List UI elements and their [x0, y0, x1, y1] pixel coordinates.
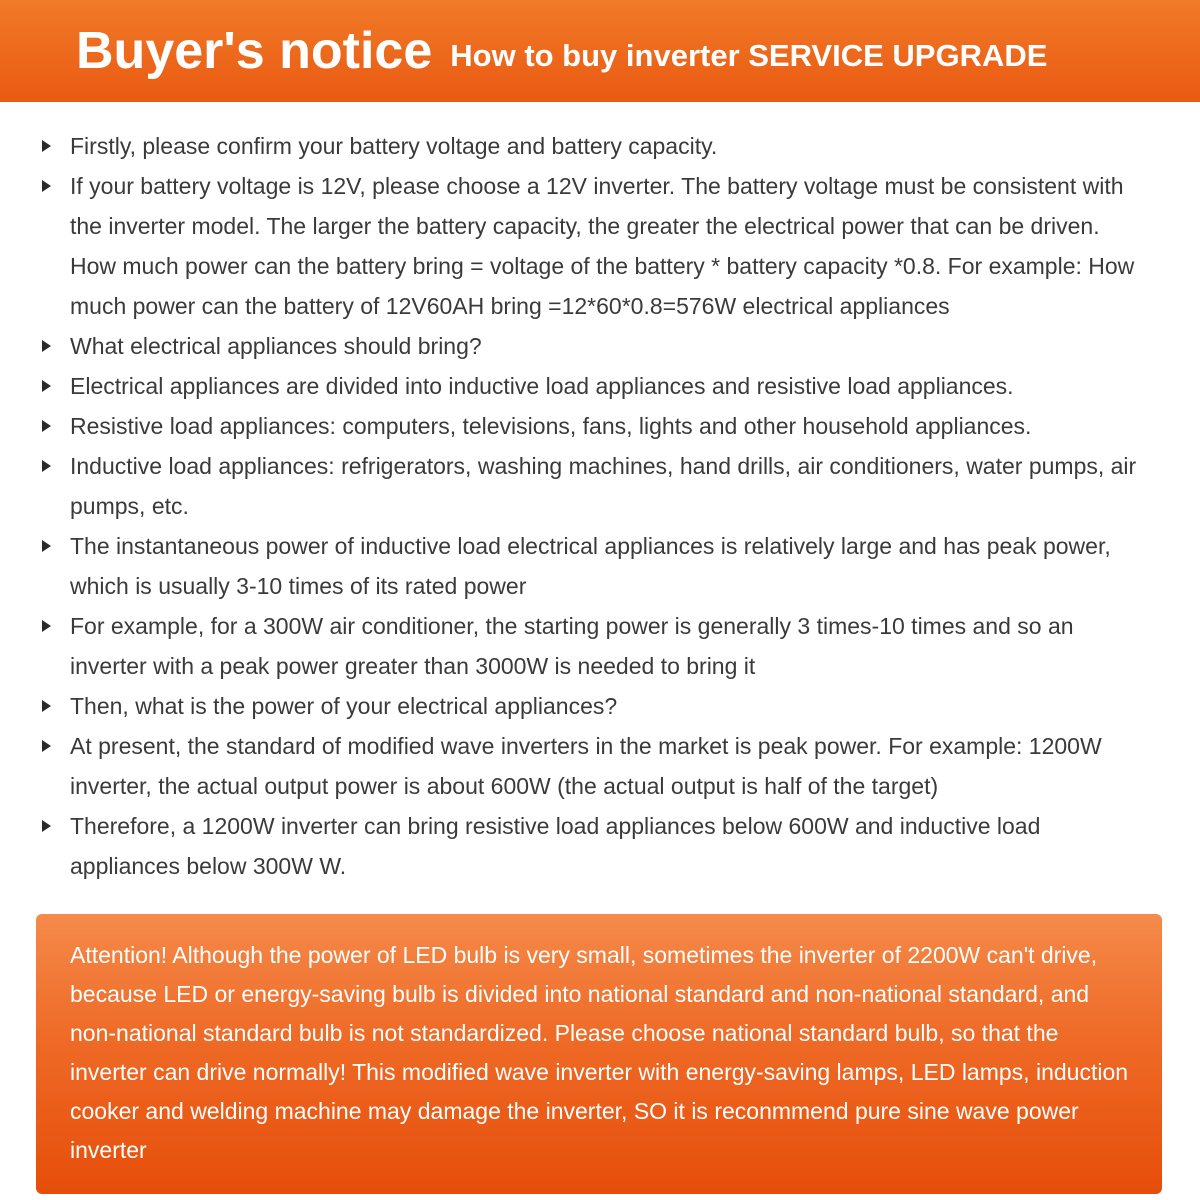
list-item — [40, 126, 1150, 166]
triangle-right-icon — [42, 700, 51, 712]
triangle-right-icon — [42, 340, 51, 352]
note-text: What electrical appliances should bring? — [70, 333, 482, 359]
list-item — [40, 166, 1150, 326]
page-subtitle: How to buy inverter SERVICE UPGRADE — [450, 38, 1048, 73]
list-item — [40, 526, 1150, 606]
note-text: For example, for a 300W air conditioner, the starting power is generally 3 times-10 times and so an inverter with a peak power greater than 3000W is needed to bring it — [70, 613, 1074, 679]
note-text: Resistive load appliances: computers, televisions, fans, lights and other household appliances. — [70, 413, 1032, 439]
triangle-right-icon — [42, 180, 51, 192]
attention-text: Attention! Although the power of LED bulb is very small, sometimes the inverter of 2200W can't drive, because LED or energy-saving bulb is divided into national standard and non-national standard, and non-national standard bulb is not standardized. Please choose national standard bulb, so that the inverter can drive normally! This modified wave inverter with energy-saving lamps, LED lamps, induction cooker and welding machine may damage the inverter, SO it is reconmmend pure sine wave power inverter — [70, 942, 1129, 1163]
notice-list — [40, 126, 1150, 886]
list-item — [40, 366, 1150, 406]
list-item — [40, 606, 1150, 686]
note-text: Therefore, a 1200W inverter can bring resistive load appliances below 600W and inductive load appliances below 300W W. — [70, 813, 1041, 879]
note-text: Then, what is the power of your electrical appliances? — [70, 693, 618, 719]
note-text: The instantaneous power of inductive load electrical appliances is relatively large and has peak power, which is usually 3-10 times of its rated power — [70, 533, 1111, 599]
list-item — [40, 806, 1150, 886]
attention-box — [36, 914, 1162, 1194]
note-text: If your battery voltage is 12V, please choose a 12V inverter. The battery voltage must be consistent with the inverter model. The larger the battery capacity, the greater the electrical power that can be driven. How much power can the battery bring = voltage of the battery * battery capacity *0.8. For example: How much power can the battery of 12V60AH bring =12*60*0.8=576W electrical appliances — [70, 173, 1135, 319]
list-item — [40, 686, 1150, 726]
triangle-right-icon — [42, 740, 51, 752]
triangle-right-icon — [42, 380, 51, 392]
list-item — [40, 326, 1150, 366]
header-banner — [0, 0, 1200, 102]
list-item — [40, 446, 1150, 526]
list-item — [40, 726, 1150, 806]
triangle-right-icon — [42, 540, 51, 552]
triangle-right-icon — [42, 140, 51, 152]
note-text: Firstly, please confirm your battery voltage and battery capacity. — [70, 133, 718, 159]
note-text: At present, the standard of modified wave inverters in the market is peak power. For example: 1200W inverter, the actual output power is about 600W (the actual output is half of the target) — [70, 733, 1102, 799]
page-title: Buyer's notice — [76, 22, 433, 80]
list-item — [40, 406, 1150, 446]
triangle-right-icon — [42, 620, 51, 632]
triangle-right-icon — [42, 820, 51, 832]
triangle-right-icon — [42, 420, 51, 432]
triangle-right-icon — [42, 460, 51, 472]
note-text: Electrical appliances are divided into inductive load appliances and resistive load appliances. — [70, 373, 1014, 399]
note-text: Inductive load appliances: refrigerators, washing machines, hand drills, air conditioners, water pumps, air pumps, etc. — [70, 453, 1137, 519]
